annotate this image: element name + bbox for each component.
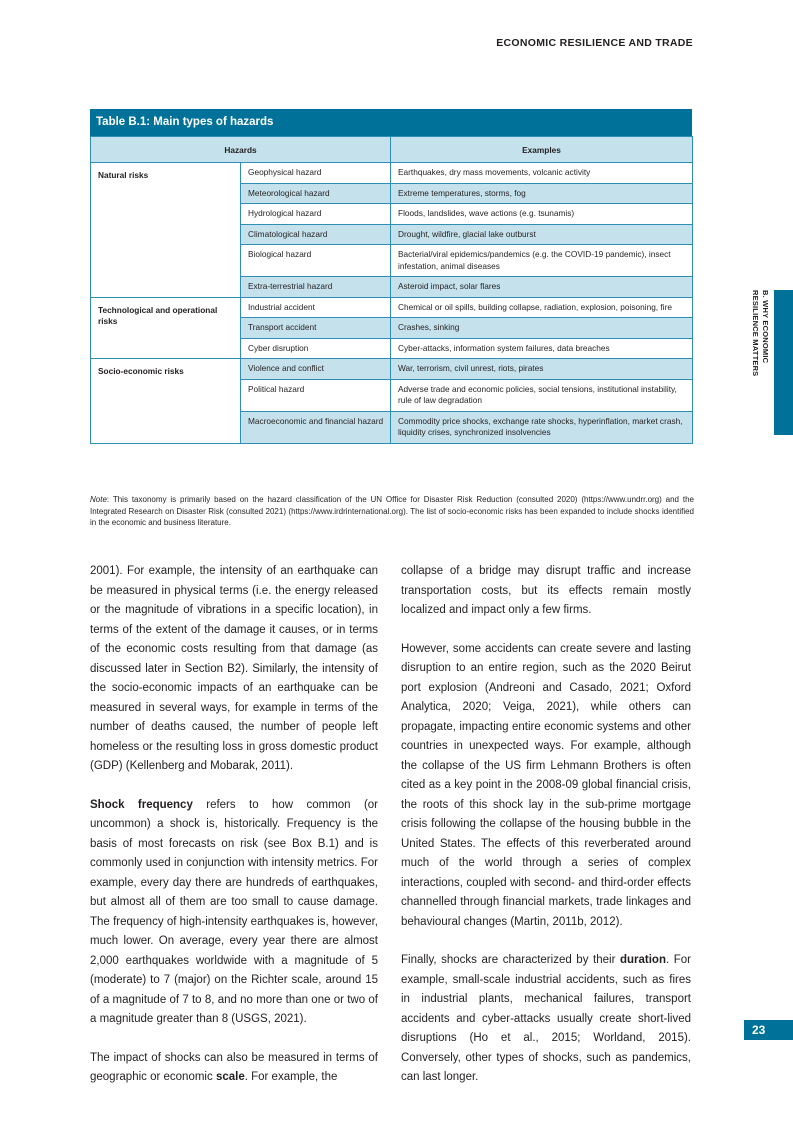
examples-cell: Chemical or oil spills, building collapse, radiation, explosion, poisoning, fire bbox=[391, 297, 693, 318]
category-socio-economic-risks: Socio-economic risks bbox=[91, 359, 241, 444]
note-label: Note bbox=[90, 495, 107, 504]
hazard-cell: Extra-terrestrial hazard bbox=[241, 277, 391, 298]
category-natural-risks: Natural risks bbox=[91, 163, 241, 298]
running-header: ECONOMIC RESILIENCE AND TRADE bbox=[496, 37, 693, 49]
hazard-cell: Cyber disruption bbox=[241, 338, 391, 359]
hazard-cell: Macroeconomic and financial hazard bbox=[241, 411, 391, 443]
paragraph: However, some accidents can create severe and lasting disruption to an entire region, such as the 2020 Beirut port explosion (Andreoni and Casado, 2021; Oxford Analytica, 2020; Veiga, 2021), while others can propagate, impacting entire economic systems and other countries in unexpected ways. For example, although the collapse of the US firm Lehmann Brothers is often cited as a key point in the 2008-09 global financial crisis, the roots of this shock lay in the sub-prime mortgage crisis following the collapse of the housing bubble in the United States. The effects of this reverberated around much of the world through a series of complex interactions, coupled with second- and third-order effects channelled through financial markets, trade linkages and behavioural changes (Martin, 2011b, 2012). bbox=[401, 642, 691, 928]
hazard-cell: Industrial accident bbox=[241, 297, 391, 318]
term-duration: duration bbox=[619, 954, 666, 966]
examples-cell: Adverse trade and economic policies, social tensions, institutional instability, rule of law degradation bbox=[391, 379, 693, 411]
hazard-cell: Hydrological hazard bbox=[241, 204, 391, 225]
column-header-examples: Examples bbox=[391, 137, 693, 163]
body-column-right bbox=[401, 562, 691, 1107]
examples-cell: Floods, landslides, wave actions (e.g. tsunamis) bbox=[391, 204, 693, 225]
paragraph bbox=[90, 1049, 378, 1088]
hazard-cell: Violence and conflict bbox=[241, 359, 391, 380]
table-row bbox=[91, 359, 693, 380]
paragraph bbox=[401, 951, 691, 1088]
note-text: : This taxonomy is primarily based on the hazard classification of the UN Office for Disaster Risk Reduction (consulted 2020) (https://www.undrr.org) and the Integrated Research on Disaster Risk (consulted 2021) (https://www.irdrinternational.org). The list of socio-economic risks has been expanded to include shocks identified in the economic and business literature. bbox=[90, 495, 694, 527]
body-column-left bbox=[90, 562, 378, 1107]
column-header-hazards: Hazards bbox=[91, 137, 391, 163]
examples-cell: Asteroid impact, solar flares bbox=[391, 277, 693, 298]
hazard-cell: Geophysical hazard bbox=[241, 163, 391, 184]
paragraph-text: Finally, shocks are characterized by their bbox=[401, 954, 620, 966]
examples-cell: Earthquakes, dry mass movements, volcanic activity bbox=[391, 163, 693, 184]
side-tab-label bbox=[748, 290, 770, 435]
table-row bbox=[91, 297, 693, 318]
table-row bbox=[91, 163, 693, 184]
examples-cell: War, terrorism, civil unrest, riots, pirates bbox=[391, 359, 693, 380]
term-shock-frequency: Shock frequency bbox=[90, 798, 193, 811]
paragraph-text: . For example, the bbox=[244, 1071, 338, 1083]
term-scale: scale bbox=[215, 1071, 245, 1083]
examples-cell: Cyber-attacks, information system failures, data breaches bbox=[391, 338, 693, 359]
examples-cell: Drought, wildfire, glacial lake outburst bbox=[391, 224, 693, 245]
table-note bbox=[90, 494, 694, 529]
paragraph-text: refers to how common (or uncommon) a shock is, historically. Frequency is the basis of most forecasts on risk (see Box B.1) and is commonly used in conjunction with intensity metrics. For example, every day there are hundreds of earthquakes, but almost all of them are too small to cause damage. The frequency of high-intensity earthquakes is, however, much lower. On average, every year there are almost 2,000 earthquakes worldwide with a magnitude of 5 (moderate) to 7 (major) on the Richter scale, around 15 of a magnitude of 7 to 8, and no more than one or two of a magnitude greater than 8 (USGS, 2021). bbox=[90, 798, 378, 1025]
hazards-table bbox=[90, 109, 692, 444]
table-title: Table B.1: Main types of hazards bbox=[90, 109, 692, 136]
hazards-grid bbox=[90, 136, 693, 444]
paragraph bbox=[90, 796, 378, 1030]
examples-cell: Crashes, sinking bbox=[391, 318, 693, 339]
examples-cell: Extreme temperatures, storms, fog bbox=[391, 183, 693, 204]
paragraph: 2001). For example, the intensity of an earthquake can be measured in physical terms (i.e. the energy released or the magnitude of vibrations in a specific location), in terms of the extent of the damage it causes, or in terms of the economic costs resulting from that damage (as discussed later in Section B2). Similarly, the intensity of the socio-economic impacts of an earthquake can be measured in several ways, for example in terms of the number of deaths caused, the number of people left homeless or the resulting loss in gross domestic product (GDP) (Kellenberg and Mobarak, 2011). bbox=[90, 565, 378, 772]
examples-cell: Bacterial/viral epidemics/pandemics (e.g. the COVID-19 pandemic), insect infestation, animal diseases bbox=[391, 245, 693, 277]
hazard-cell: Biological hazard bbox=[241, 245, 391, 277]
examples-cell: Commodity price shocks, exchange rate shocks, hyperinflation, market crash, liquidity crises, synchronized insolvencies bbox=[391, 411, 693, 443]
paragraph-text: . For example, small-scale industrial accidents, such as fires in industrial plants, mechanical failures, transport accidents and cyber-attacks usually create short-lived disruptions (Ho et al., 2015; Worldand, 2015). Conversely, other types of shocks, such as pandemics, can last longer. bbox=[401, 954, 692, 1083]
page-number: 23 bbox=[744, 1020, 793, 1040]
table-header-row bbox=[91, 137, 693, 163]
category-technological-risks: Technological and operational risks bbox=[91, 297, 241, 359]
hazard-cell: Political hazard bbox=[241, 379, 391, 411]
paragraph-text: The impact of shocks can also be measured in terms of geographic or economic bbox=[90, 1051, 378, 1083]
side-tab-bar bbox=[774, 290, 793, 435]
hazard-cell: Climatological hazard bbox=[241, 224, 391, 245]
side-tab-line1: B. WHY ECONOMIC bbox=[761, 290, 770, 364]
hazard-cell: Meteorological hazard bbox=[241, 183, 391, 204]
hazard-cell: Transport accident bbox=[241, 318, 391, 339]
side-tab-line2: RESILIENCE MATTERS bbox=[751, 290, 760, 377]
paragraph: collapse of a bridge may disrupt traffic and increase transportation costs, but its effects remain mostly localized and impact only a few firms. bbox=[401, 565, 691, 616]
